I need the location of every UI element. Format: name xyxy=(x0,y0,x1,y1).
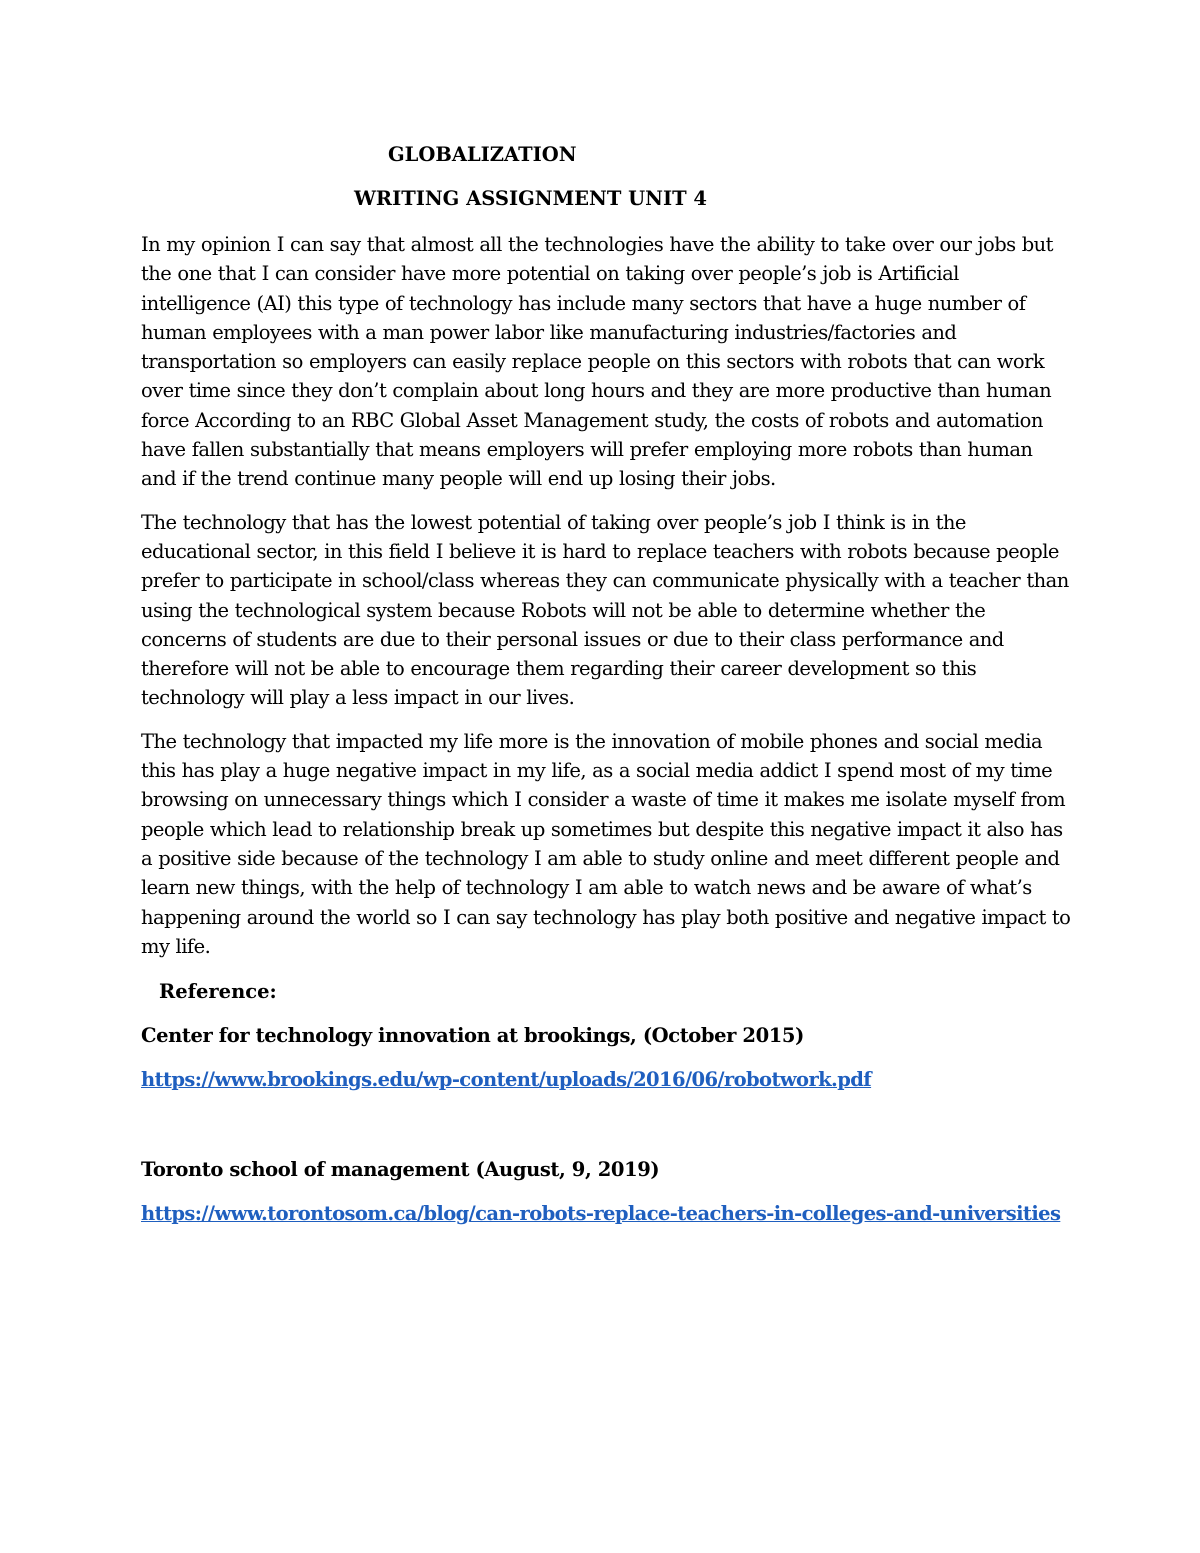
reference-1-link-row xyxy=(141,1065,1071,1095)
paragraph-3: The technology that impacted my life more is the innovation of mobile phones and social media this has play a huge negative impact in my life, as a social media addict I spend most of my time browsing on unnecessary things which I consider a waste of time it makes me isolate myself from people which lead to relationship break up sometimes but despite this negative impact it also has a positive side because of the technology I am able to study online and meet different people and learn new things, with the help of technology I am able to watch news and be aware of what’s happening around the world so I can say technology has play both positive and negative impact to my life. xyxy=(141,729,1071,958)
reference-2-link[interactable]: https://www.torontosom.ca/blog/can-robots-replace-teachers-in-colleges-and-universities xyxy=(141,1202,1061,1226)
reference-1-link[interactable]: https://www.brookings.edu/wp-content/uploads/2016/06/robotwork.pdf xyxy=(141,1068,872,1092)
reference-heading: Reference: xyxy=(159,980,277,1004)
paragraph-2: The technology that has the lowest potential of taking over people’s job I think is in the educational sector, in this field I believe it is hard to replace teachers with robots because people prefer to participate in school/class whereas they can communicate physically with a teacher than using the technological system because Robots will not be able to determine whether the concerns of students are due to their personal issues or due to their class performance and therefore will not be able to encourage them regarding their career development so this technology will play a less impact in our lives. xyxy=(141,510,1069,710)
paragraph-1: In my opinion I can say that almost all the technologies have the ability to take over our jobs but the one that I can consider have more potential on taking over people’s job is Artificial intelligence (AI) this type of technology has include many sectors that have a huge number of human employees with a man power labor like manufacturing industries/factories and transportation so employers can easily replace people on this sectors with robots that can work over time since they don’t complain about long hours and they are more productive than human force According to an RBC Global Asset Management study, the costs of robots and automation have fallen substantially that means employers will prefer employing more robots than human and if the trend continue many people will end up losing their jobs. xyxy=(141,233,1053,491)
document-title: GLOBALIZATION xyxy=(388,143,577,166)
reference-2-link-row xyxy=(141,1199,1071,1229)
document-subtitle: WRITING ASSIGNMENT UNIT 4 xyxy=(354,187,707,210)
reference-2-title: Toronto school of management (August, 9, 2019) xyxy=(141,1158,660,1182)
reference-1-title: Center for technology innovation at brookings, (October 2015) xyxy=(141,1024,804,1048)
document-body xyxy=(141,140,1071,1229)
